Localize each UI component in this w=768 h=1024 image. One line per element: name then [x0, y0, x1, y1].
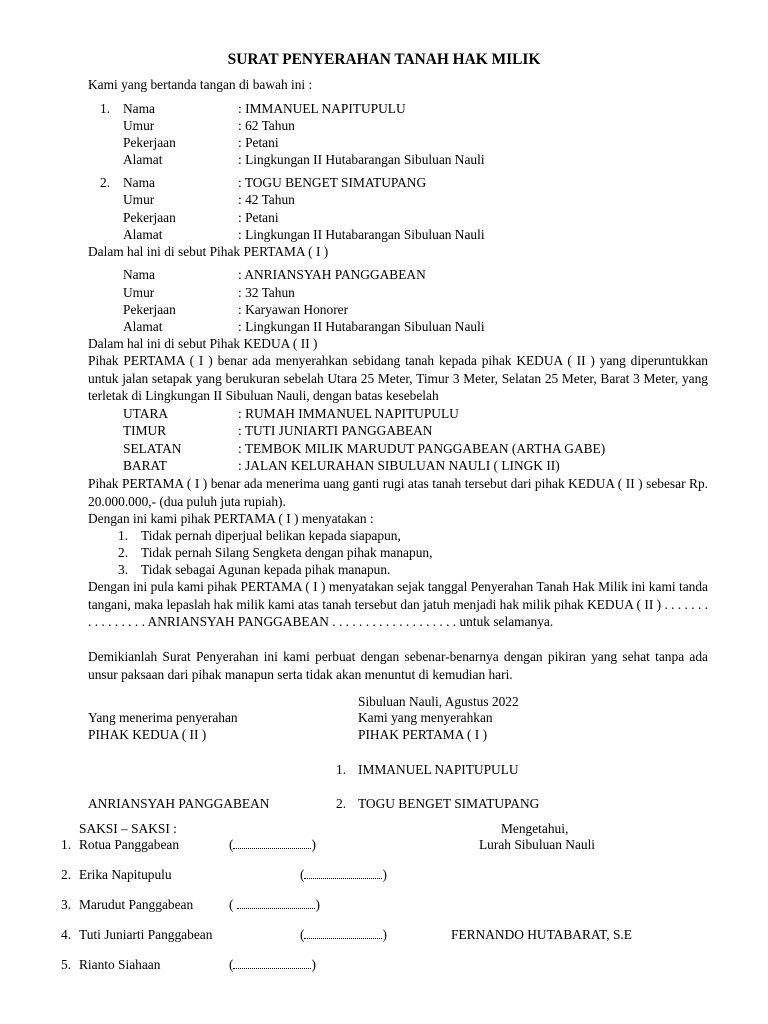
- label-alamat: Alamat: [123, 319, 163, 334]
- list-number: 2.: [336, 796, 347, 811]
- list-item: Tidak sebagai Agunan kepada pihak manapun.: [141, 562, 391, 577]
- giver-party: PIHAK PERTAMA ( I ): [358, 727, 488, 742]
- value-pekerjaan: : Karyawan Honorer: [238, 302, 349, 317]
- paragraph-pelepasan: Dengan ini pula kami pihak PERTAMA ( I ) menyatakan sejak tanggal Penyerahan Tanah Hak Milik ini kami tanda tangani, maka lepaslah hak milik kami atas tanah tersebut dan jatuh menjadi hak milik pihak KEDUA ( II ) . . . . . . . . . . . . . . . . ANRIANSYAH PANGGABEAN . . . . . . . . . . . . . . . . . . . untuk selamanya.: [88, 579, 708, 629]
- lurah-name: FERNANDO HUTABARAT, S.E: [451, 927, 632, 942]
- label-nama: Nama: [123, 267, 155, 282]
- paren-close: ): [382, 867, 387, 882]
- value-nama: : TOGU BENGET SIMATUPANG: [238, 175, 427, 190]
- paragraph-penutup: Demikianlah Surat Penyerahan ini kami perbuat dengan sebenar-benarnya dengan pikiran yang sehat tanpa ada unsur paksaan dari pihak manapun serta tidak akan menuntut di kemudian hari.: [88, 649, 708, 682]
- value-pekerjaan: : Petani: [238, 135, 279, 150]
- dotted-line: [304, 868, 382, 879]
- list-number: 5.: [61, 957, 72, 972]
- giver-label: Kami yang menyerahkan: [358, 710, 493, 725]
- value-umur: : 62 Tahun: [238, 118, 295, 133]
- list-number: 4.: [61, 927, 72, 942]
- intro-text: Kami yang bertanda tangan di bawah ini :: [88, 77, 313, 92]
- value-alamat: : Lingkungan II Hutabarangan Sibuluan Nauli: [238, 319, 485, 334]
- paragraph-penyerahan: Pihak PERTAMA ( I ) benar ada menyerahkan sebidang tanah kepada pihak KEDUA ( II ) yang diperuntukkan untuk jalan setapak yang berukuran sebelah Utara 25 Meter, Timur 3 Meter, Selatan 25 Meter, Barat 3 Meter, yang terletak di Lingkungan II Sibuluan Nauli, dengan batas kesebelah: [88, 353, 708, 403]
- paren-open: (: [300, 927, 305, 942]
- value-umur: : 32 Tahun: [238, 285, 295, 300]
- receiver-label: Yang menerima penyerahan: [88, 710, 238, 725]
- batas-value: : TEMBOK MILIK MARUDUT PANGGABEAN (ARTHA GABE): [238, 441, 606, 456]
- label-alamat: Alamat: [123, 227, 163, 242]
- dotted-line: [237, 898, 315, 909]
- label-nama: Nama: [123, 101, 155, 116]
- list-item: Tidak pernah Silang Sengketa dengan pihak manapun,: [141, 545, 433, 560]
- dotted-line: [233, 958, 311, 969]
- dotted-line: [304, 928, 382, 939]
- label-umur: Umur: [123, 192, 155, 207]
- saksi-name: Tuti Juniarti Panggabean: [79, 927, 213, 942]
- paren-open: (: [229, 957, 234, 972]
- list-number: 3.: [61, 897, 72, 912]
- batas-label: BARAT: [123, 458, 167, 473]
- list-number: 2.: [118, 545, 129, 560]
- signature-line: [300, 866, 387, 883]
- paragraph-menyatakan: Dengan ini kami pihak PERTAMA ( I ) menyatakan :: [88, 511, 374, 526]
- paren-close: ): [382, 927, 387, 942]
- list-number: 1.: [61, 837, 72, 852]
- batas-label: UTARA: [123, 406, 169, 421]
- value-alamat: : Lingkungan II Hutabarangan Sibuluan Nauli: [238, 152, 485, 167]
- paren-close: ): [311, 957, 316, 972]
- list-item: Tidak pernah diperjual belikan kepada siapapun,: [141, 528, 401, 543]
- list-number: 2.: [100, 175, 111, 190]
- giver-signer-name: TOGU BENGET SIMATUPANG: [358, 796, 540, 811]
- batas-label: TIMUR: [123, 423, 167, 438]
- value-nama: : IMMANUEL NAPITUPULU: [238, 101, 406, 116]
- paren-close: ): [315, 897, 320, 912]
- value-umur: : 42 Tahun: [238, 192, 295, 207]
- label-nama: Nama: [123, 175, 155, 190]
- saksi-name: Erika Napitupulu: [79, 867, 172, 882]
- place-date: Sibuluan Nauli, Agustus 2022: [358, 694, 519, 709]
- dotted-line: [233, 838, 311, 849]
- signature-line: [229, 956, 316, 973]
- value-pekerjaan: : Petani: [238, 210, 279, 225]
- pihak-kedua-note: Dalam hal ini di sebut Pihak KEDUA ( II ): [88, 336, 318, 351]
- saksi-name: Rianto Siahaan: [79, 957, 161, 972]
- value-nama: : ANRIANSYAH PANGGABEAN: [238, 267, 426, 282]
- label-pekerjaan: Pekerjaan: [123, 210, 176, 225]
- receiver-party: PIHAK KEDUA ( II ): [88, 727, 207, 742]
- paren-open: (: [300, 867, 305, 882]
- signature-line: [229, 836, 316, 853]
- document-title: SURAT PENYERAHAN TANAH HAK MILIK: [227, 51, 541, 68]
- saksi-name: Marudut Panggabean: [79, 897, 194, 912]
- batas-label: SELATAN: [123, 441, 182, 456]
- label-umur: Umur: [123, 285, 155, 300]
- label-alamat: Alamat: [123, 152, 163, 167]
- list-number: 1.: [100, 101, 111, 116]
- batas-value: : JALAN KELURAHAN SIBULUAN NAULI ( LINGK II): [238, 458, 560, 473]
- label-pekerjaan: Pekerjaan: [123, 302, 176, 317]
- label-pekerjaan: Pekerjaan: [123, 135, 176, 150]
- list-number: 1.: [336, 762, 347, 777]
- pihak-pertama-note: Dalam hal ini di sebut Pihak PERTAMA ( I ): [88, 244, 329, 259]
- receiver-signer-name: ANRIANSYAH PANGGABEAN: [88, 796, 270, 811]
- saksi-name: Rotua Panggabean: [79, 837, 180, 852]
- batas-value: : TUTI JUNIARTI PANGGABEAN: [238, 423, 433, 438]
- paren-close: ): [311, 837, 316, 852]
- list-number: 1.: [118, 528, 129, 543]
- value-alamat: : Lingkungan II Hutabarangan Sibuluan Nauli: [238, 227, 485, 242]
- paren-open: (: [229, 837, 234, 852]
- label-umur: Umur: [123, 118, 155, 133]
- paragraph-ganti-rugi: Pihak PERTAMA ( I ) benar ada menerima uang ganti rugi atas tanah tersebut dari pihak KEDUA ( II ) sebesar Rp. 20.000.000,- (dua puluh juta rupiah).: [88, 476, 708, 509]
- paren-open: (: [229, 897, 234, 912]
- signature-line: [300, 926, 387, 943]
- mengetahui-label: Mengetahui,: [501, 821, 569, 836]
- signature-line: [229, 896, 320, 913]
- giver-signer-name: IMMANUEL NAPITUPULU: [358, 762, 519, 777]
- saksi-heading: SAKSI – SAKSI :: [79, 821, 177, 836]
- list-number: 2.: [61, 867, 72, 882]
- batas-value: : RUMAH IMMANUEL NAPITUPULU: [238, 406, 459, 421]
- list-number: 3.: [118, 562, 129, 577]
- lurah-title: Lurah Sibuluan Nauli: [479, 837, 596, 852]
